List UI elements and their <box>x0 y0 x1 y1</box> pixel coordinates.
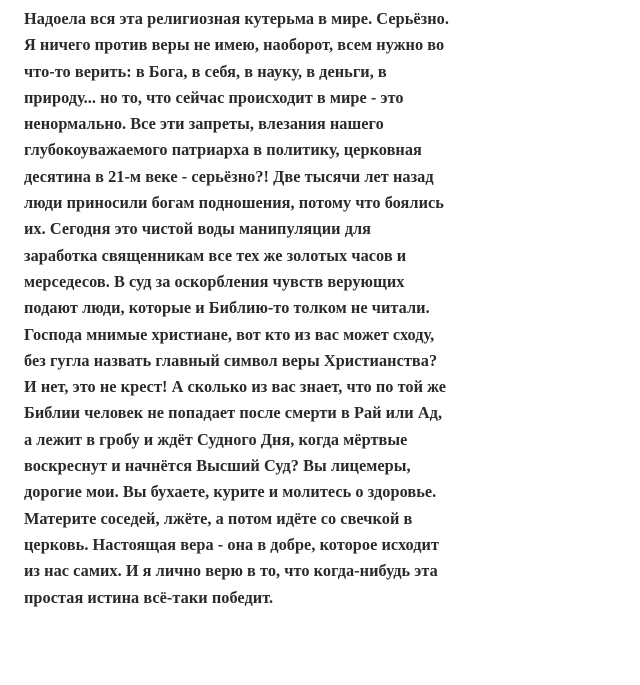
text-line: заработка священникам все тех же золотых часов и <box>24 245 407 265</box>
text-line: церковь. Настоящая вера - она в добре, которое исходит <box>24 534 440 554</box>
text-line: без гугла назвать главный символ веры Христианства? <box>24 350 438 370</box>
text-line: подают люди, которые и Библию-то толком не читали. <box>24 298 430 318</box>
text-line: глубокоуважаемого патриарха в политику, церковная <box>24 140 422 160</box>
text-line: Господа мнимые христиане, вот кто из вас может сходу, <box>24 324 435 344</box>
text-line: их. Сегодня это чистой воды манипуляции для <box>24 219 372 239</box>
text-line: И нет, это не крест! А сколько из вас знает, что по той же <box>24 377 447 397</box>
text-line: воскреснут и начнётся Высший Суд? Вы лицемеры, <box>24 456 411 476</box>
text-line: Материте соседей, лжёте, а потом идёте со свечкой в <box>24 508 413 528</box>
text-line: дорогие мои. Вы бухаете, курите и молитесь о здоровье. <box>24 482 437 502</box>
text-line: ненормально. Все эти запреты, влезания нашего <box>24 114 384 134</box>
text-line: что-то верить: в Бога, в себя, в науку, в деньги, в <box>24 61 387 81</box>
text-line: простая истина всё-таки победит. <box>24 587 274 607</box>
text-line: природу... но то, что сейчас происходит в мире - это <box>24 87 404 107</box>
text-line: из нас самих. И я лично верю в то, что когда-нибудь эта <box>24 561 438 581</box>
text-line: люди приносили богам подношения, потому что боялись <box>24 193 444 213</box>
text-line: Я ничего против веры не имею, наоборот, всем нужно во <box>24 35 445 55</box>
text-line: мерседесов. В суд за оскорбления чувств верующих <box>24 271 405 291</box>
text-block <box>24 6 624 611</box>
text-line: а лежит в гробу и ждёт Судного Дня, когда мёртвые <box>24 429 408 449</box>
text-line: Надоела вся эта религиозная кутерьма в мире. Серьёзно. <box>24 9 449 28</box>
text-line: десятина в 21-м веке - серьёзно?! Две тысячи лет назад <box>24 166 434 186</box>
text-line: Библии человек не попадает после смерти в Рай или Ад, <box>24 403 443 423</box>
